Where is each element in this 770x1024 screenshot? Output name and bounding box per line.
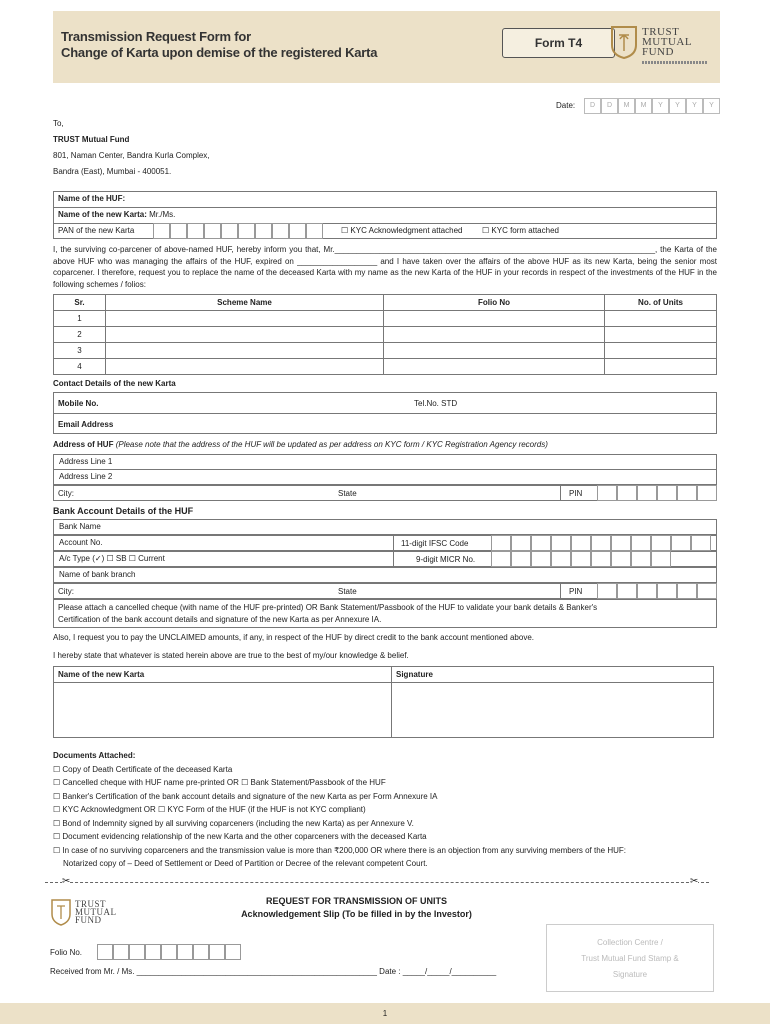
pin-box[interactable] (657, 583, 677, 599)
ifsc-box[interactable] (631, 535, 651, 551)
list-item[interactable]: ☐ Banker's Certification of the bank account details and signature of the new Karta as per Form Annexure IA (53, 791, 438, 801)
header-band (53, 11, 720, 83)
date-box[interactable]: Y (703, 98, 720, 114)
bank-note: Please attach a cancelled cheque (with name of the HUF pre-printed) OR Bank Statement/Passbook of the HUF to validate your bank details & Banker's Certification of the bank account details and signature of the new Karta as per Annexure IA. (58, 603, 598, 624)
folio-box[interactable] (193, 944, 209, 960)
tel-label: Tel.No. STD (414, 399, 458, 408)
date-box[interactable]: Y (686, 98, 703, 114)
folio-box[interactable] (145, 944, 161, 960)
list-item[interactable]: ☐ KYC Acknowledgment OR ☐ KYC Form of the HUF (if the HUF is not KYC compliant) (53, 805, 366, 814)
pin-box[interactable] (657, 485, 677, 501)
pan-box[interactable] (221, 223, 238, 239)
col-units: No. of Units (605, 295, 717, 311)
scissors-icon: ✂ (62, 876, 71, 887)
huf-address-title: Address of HUF (Please note that the address of the HUF will be updated as per address on KYC form / KYC Registration Agency records) (53, 440, 548, 449)
received-from[interactable]: Received from Mr. / Ms. ______________________________________________________ Date : _____/_____/__________ (50, 967, 497, 976)
folio-box[interactable] (177, 944, 193, 960)
pan-box[interactable] (272, 223, 289, 239)
unclaimed-text: Also, I request you to pay the UNCLAIMED amounts, if any, in respect of the HUF by direct credit to the bank account mentioned above. (53, 633, 534, 642)
ac-type-row[interactable]: A/c Type (✓) ☐ SB ☐ Current (53, 551, 717, 567)
micr-label: 9-digit MICR No. (416, 555, 476, 564)
col-sr: Sr. (54, 295, 106, 311)
pan-box[interactable] (170, 223, 187, 239)
page-number: 1 (0, 1003, 770, 1024)
ifsc-box[interactable] (511, 535, 531, 551)
pin-box[interactable] (597, 485, 617, 501)
ifsc-box[interactable] (671, 535, 691, 551)
folio-box[interactable] (225, 944, 241, 960)
slip-logo: TRUST MUTUAL FUND (50, 896, 130, 932)
bank-pin-label: PIN (569, 587, 583, 596)
email-label: Email Address (58, 420, 114, 429)
contact-title: Contact Details of the new Karta (53, 379, 176, 388)
ifsc-box[interactable] (551, 535, 571, 551)
documents-list: Documents Attached: ☐ Copy of Death Certificate of the deceased Karta ☐ Cancelled cheque with HUF name pre-printed OR ☐ Bank Statement/Passbook of the HUF ☐ Banker's Certification of the bank account details and signature of the new Karta as per Form Annexure IA ☐ KYC Acknowledgment OR ☐ KYC Form of the HUF (if the HUF is not KYC compliant) ☐ Bond of Indemnity signed by all surviving coparceners (including the new Karta) as per Annexure V. ☐ Document evidencing relationship of the new Karta and the other coparceners with the deceased Karta ☐ In case of no surviving coparceners and the transmission value is more than ₹200,000 OR where there is an objection from any surviving members of the HUF: Notarized copy of – Deed of Settlement or Deed of Partition or Decree of the relevant competent Court. (53, 749, 717, 871)
signature-label: Signature (396, 670, 433, 679)
pan-box[interactable] (153, 223, 170, 239)
karta-name-label: Name of the new Karta (58, 670, 145, 679)
date-box[interactable]: D (601, 98, 618, 114)
address-line2[interactable]: Address Line 2 (53, 469, 717, 485)
folio-box[interactable] (129, 944, 145, 960)
scissors-icon: ✂ (690, 876, 699, 887)
schemes-table (53, 294, 717, 375)
bank-title: Bank Account Details of the HUF (53, 506, 194, 516)
pan-box[interactable] (289, 223, 306, 239)
micr-box[interactable] (511, 551, 531, 567)
branch-row[interactable]: Name of bank branch (53, 567, 717, 583)
micr-box[interactable] (571, 551, 591, 567)
table-row: 3 (54, 343, 717, 359)
date-box[interactable]: M (635, 98, 652, 114)
pin-box[interactable] (637, 485, 657, 501)
trust-mf-logo: TRUST MUTUAL FUND (608, 21, 718, 73)
pin-box[interactable] (697, 485, 717, 501)
micr-box[interactable] (591, 551, 611, 567)
new-karta-label: Name of the new Karta: Mr./Ms. (58, 210, 176, 219)
pan-box[interactable] (255, 223, 272, 239)
slip-folio-label: Folio No. (50, 948, 83, 957)
date-box[interactable]: M (618, 98, 635, 114)
ifsc-box[interactable] (611, 535, 631, 551)
pan-box[interactable] (187, 223, 204, 239)
pin-label: PIN (569, 489, 583, 498)
micr-box[interactable] (651, 551, 671, 567)
form-title: Transmission Request Form for Change of Karta upon demise of the registered Karta (61, 29, 378, 60)
date-box[interactable]: Y (652, 98, 669, 114)
form-code-badge: Form T4 (502, 28, 615, 58)
folio-box[interactable] (113, 944, 129, 960)
declaration-text: I, the surviving co-parcener of above-named HUF, hereby inform you that, Mr.________________________________________________________________________, the Karta of the above HUF who was managing the affairs of the HUF, expired on __________________ and I have taken over the affairs of the above HUF as its new Karta, being the senior most coparcener. I therefore, request you to replace the name of the deceased Karta with my name as the new Karta of the HUF in your records in respect of the investments of the HUF in the following schemes / folios: (53, 245, 717, 289)
micr-box[interactable] (631, 551, 651, 567)
state-label: State (338, 489, 357, 498)
micr-box[interactable] (611, 551, 631, 567)
ifsc-box[interactable] (691, 535, 711, 551)
huf-name-label: Name of the HUF: (58, 194, 126, 203)
micr-box[interactable] (491, 551, 511, 567)
pin-box[interactable] (697, 583, 717, 599)
list-item[interactable]: ☐ Bond of Indemnity signed by all surviving coparceners (including the new Karta) as per Annexure V. (53, 818, 414, 828)
table-row: 2 (54, 327, 717, 343)
stamp-box: Collection Centre / Trust Mutual Fund Stamp & Signature (546, 924, 714, 992)
table-row: 4 (54, 359, 717, 375)
list-item[interactable]: ☐ Copy of Death Certificate of the deceased Karta (53, 764, 233, 774)
ifsc-box[interactable] (491, 535, 511, 551)
micr-box[interactable] (531, 551, 551, 567)
city-label: City: (58, 489, 74, 498)
folio-box[interactable] (161, 944, 177, 960)
mobile-label: Mobile No. (58, 399, 99, 408)
date-box[interactable]: Y (669, 98, 686, 114)
true-statement: I hereby state that whatever is stated herein above are true to the best of my/our knowledge & belief. (53, 651, 409, 660)
pan-box[interactable] (204, 223, 221, 239)
list-item[interactable]: ☐ In case of no surviving coparceners and the transmission value is more than ₹200,000 OR where there is an objection from any surviving members of the HUF: (53, 845, 626, 855)
bank-name-row[interactable]: Bank Name (53, 519, 717, 535)
pin-box[interactable] (597, 583, 617, 599)
col-scheme: Scheme Name (106, 295, 384, 311)
address-line1[interactable]: Address Line 1 (53, 454, 717, 470)
col-folio: Folio No (384, 295, 605, 311)
list-item[interactable]: ☐ Cancelled cheque with HUF name pre-printed OR ☐ Bank Statement/Passbook of the HUF (53, 778, 386, 787)
micr-box[interactable] (551, 551, 571, 567)
cut-line (45, 882, 709, 883)
ifsc-box[interactable] (591, 535, 611, 551)
pin-box[interactable] (617, 583, 637, 599)
ifsc-label: 11-digit IFSC Code (401, 539, 469, 548)
addressee-block: To, TRUST Mutual Fund 801, Naman Center, Bandra Kurla Complex, Bandra (East), Mumbai - 400051. (53, 119, 210, 176)
pin-box[interactable] (677, 485, 697, 501)
table-row: 1 (54, 311, 717, 327)
kyc-form-checkbox[interactable]: ☐ KYC form attached (482, 226, 559, 235)
account-no-row[interactable]: Account No. (53, 535, 717, 551)
pin-box[interactable] (677, 583, 697, 599)
pan-box[interactable] (306, 223, 323, 239)
date-label: Date: (556, 101, 576, 110)
date-box[interactable]: D (584, 98, 601, 114)
folio-box[interactable] (209, 944, 225, 960)
pin-box[interactable] (617, 485, 637, 501)
pin-box[interactable] (637, 583, 657, 599)
ifsc-box[interactable] (651, 535, 671, 551)
folio-box[interactable] (97, 944, 113, 960)
list-item[interactable]: ☐ Document evidencing relationship of the new Karta and the other coparceners with the deceased Karta (53, 832, 427, 841)
pan-box[interactable] (238, 223, 255, 239)
ifsc-box[interactable] (571, 535, 591, 551)
kyc-ack-checkbox[interactable]: ☐ KYC Acknowledgment attached (341, 226, 463, 235)
signature-field[interactable] (392, 683, 713, 737)
pan-label: PAN of the new Karta (58, 226, 135, 235)
slip-subtitle: Acknowledgement Slip (To be filled in by the Investor) (241, 909, 472, 919)
karta-name-field[interactable] (54, 683, 390, 737)
slip-title: REQUEST FOR TRANSMISSION OF UNITS (265, 896, 447, 906)
bank-state-label: State (338, 587, 357, 596)
ifsc-box[interactable] (531, 535, 551, 551)
bank-city-label: City: (58, 587, 74, 596)
